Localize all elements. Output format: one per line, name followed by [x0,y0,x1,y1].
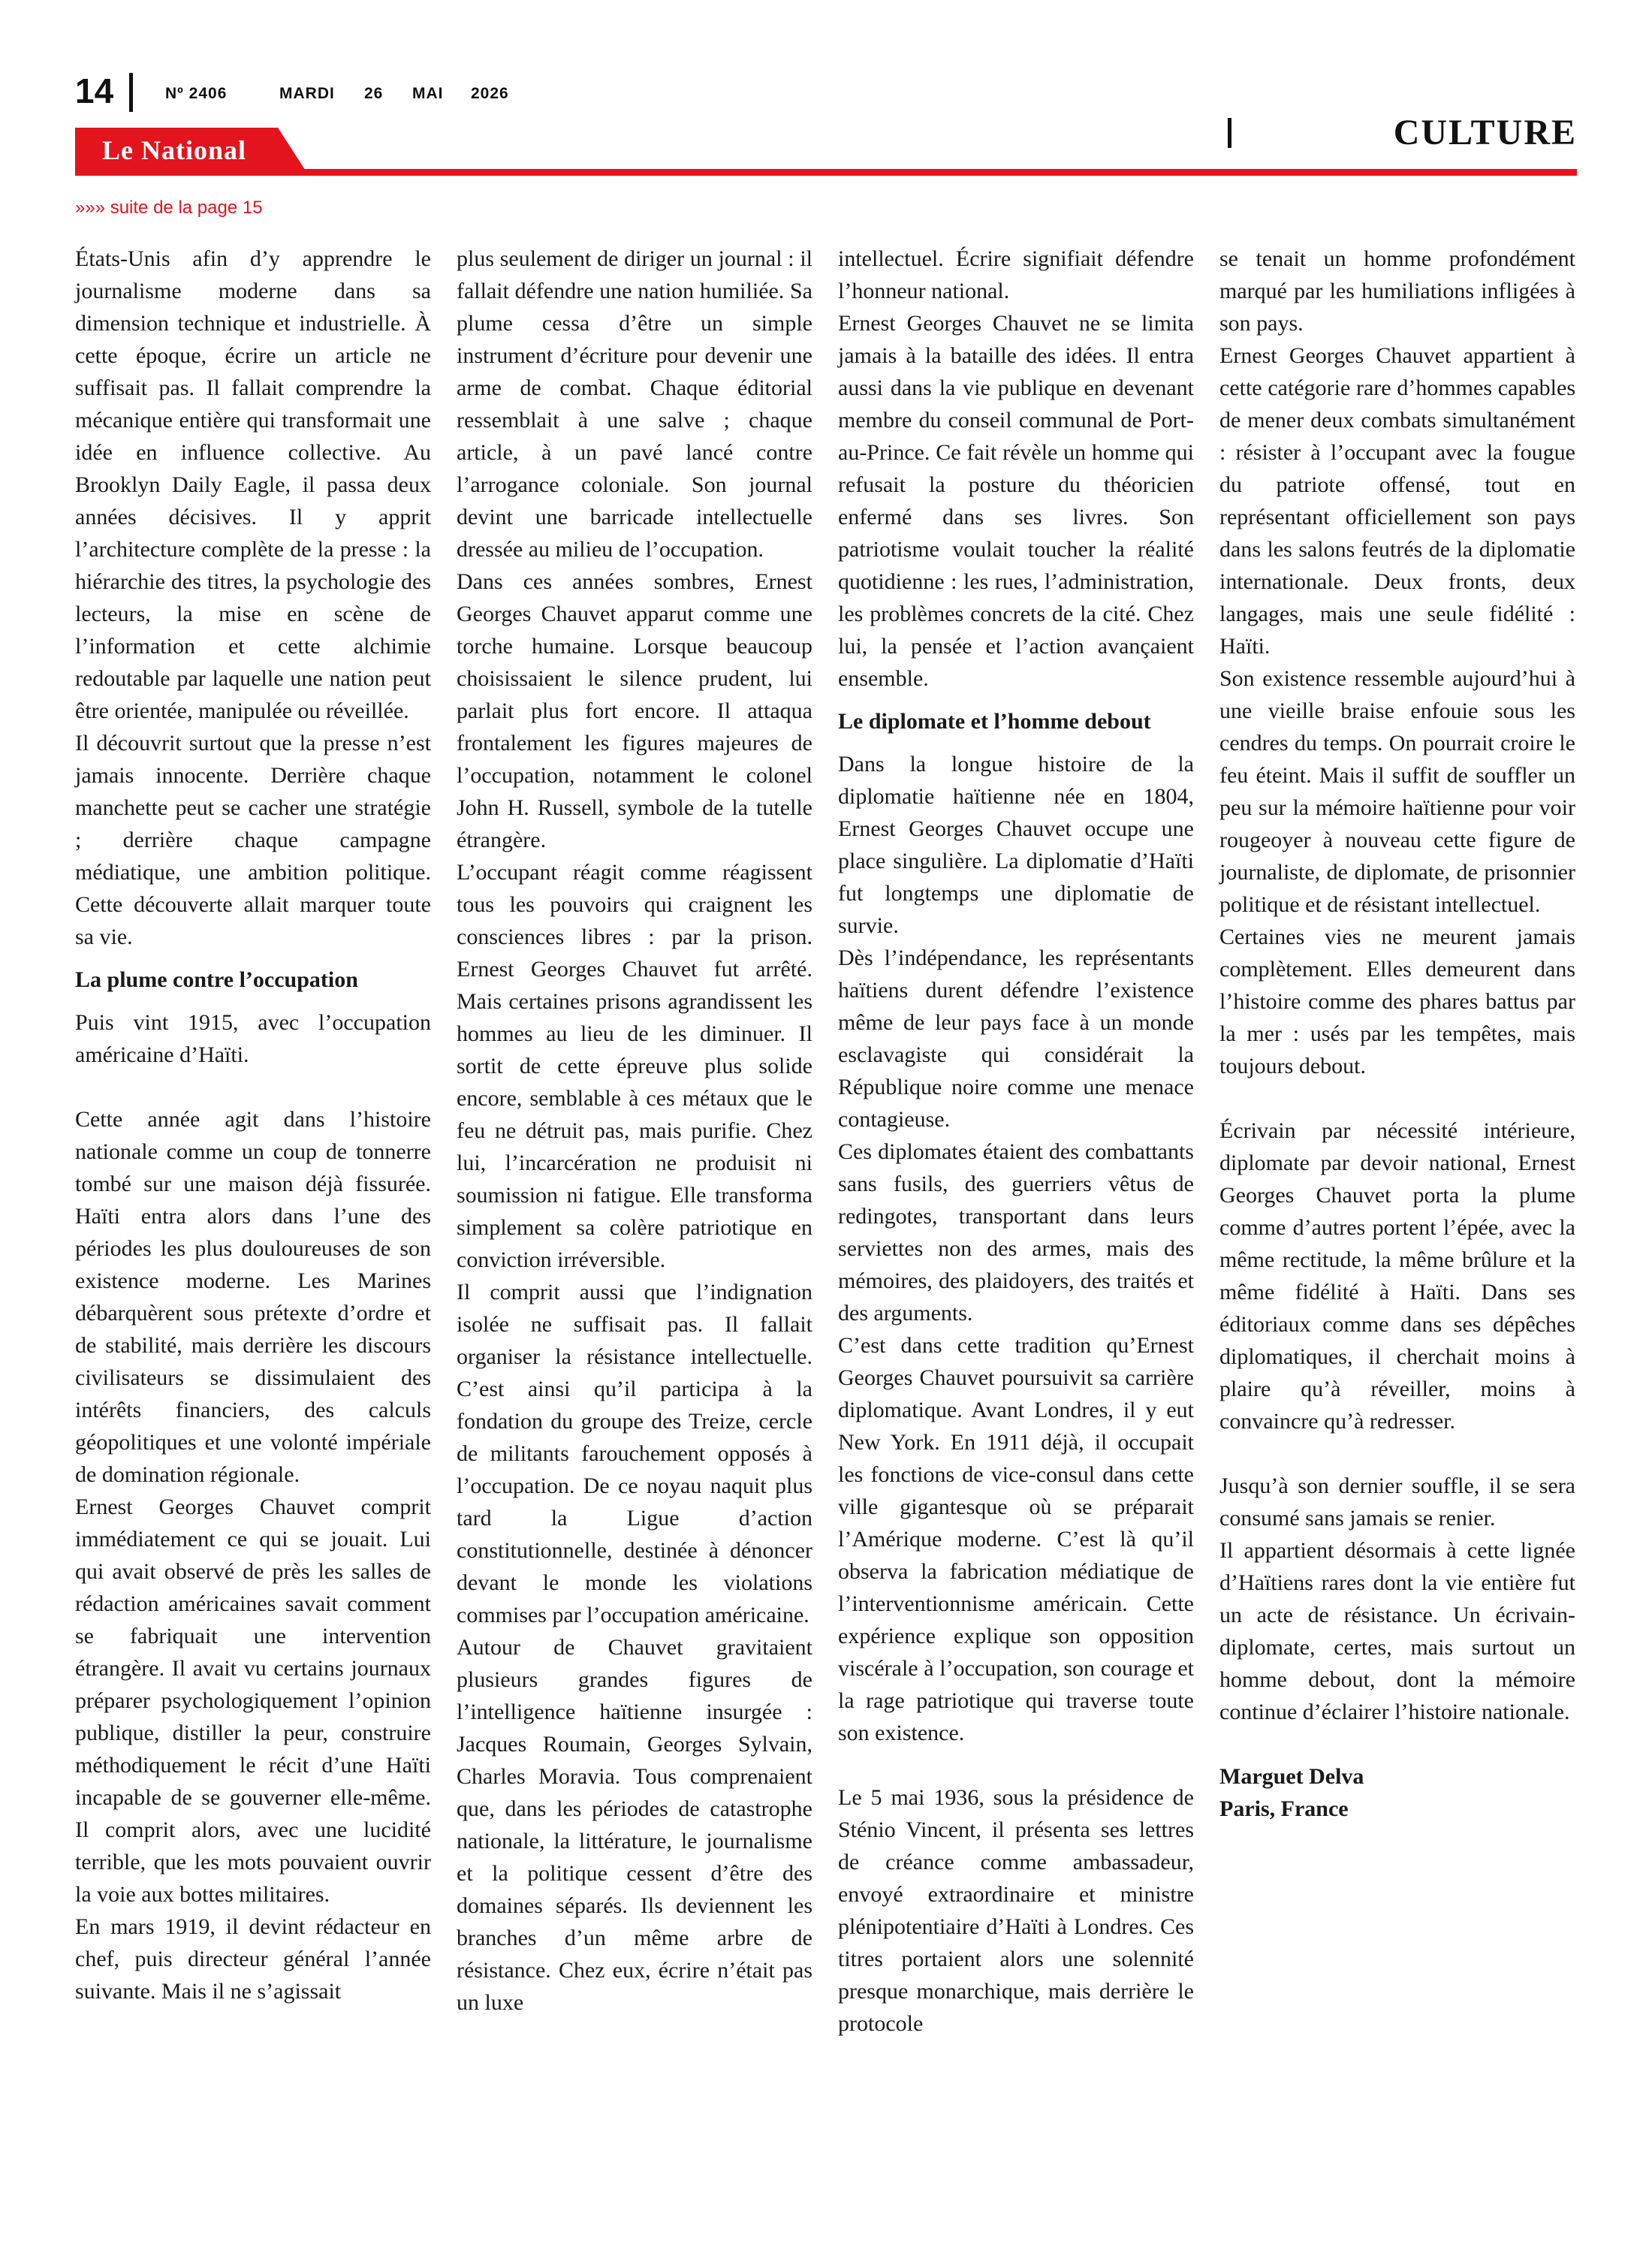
article-column-4 [1219,243,1575,2225]
issue-month: MAI [412,85,444,102]
article-column-1 [75,243,431,2225]
paragraph: Écrivain par nécessité intérieure, diplomate par devoir national, Ernest Georges Chauvet porta la plume comme d’autres portent l’épée, avec la même rectitude, la même brûlure et la même fidélité à Haïti. Dans ses éditoriaux comme dans ses dépêches diplomatiques, il cherchait moins à plaire qu’à réveiller, moins à convaincre qu’à redresser. [1219,1118,1575,1434]
paragraph: Son existence ressemble aujourd’hui à une vieille braise enfouie sous les cendres du temps. On pourrait croire le feu éteint. Mais il suffit de souffler un peu sur la mémoire haïtienne pour voir rougeoyer à nouveau cette figure de journaliste, de diplomate, de prisonnier politique et de résistant intellectuel. [1219,666,1575,917]
paragraph: C’est dans cette tradition qu’Ernest Georges Chauvet poursuivit sa carrière diplomatique. Avant Londres, il y eut New York. En 1911 déjà, il occupait les fonctions de vice-consul dans cette ville gigantesque où se préparait l’Amérique moderne. C’est là qu’il observa la fabrication médiatique de l’interventionnisme américain. Cette expérience explique son opposition viscérale à l’occupation, son courage et la rage patriotique qui traverse toute son existence. [838,1333,1194,1745]
header-divider [129,73,133,112]
section-divider [1228,118,1231,148]
subheading: Le diplomate et l’homme debout [838,709,1151,734]
paragraph: En mars 1919, il devint rédacteur en chef, puis directeur général l’année suivante. Mais il ne s’agissait [75,1914,431,2004]
paragraph: Le 5 mai 1936, sous la présidence de Sténio Vincent, il présenta ses lettres de créance comme ambassadeur, envoyé extraordinaire et ministre plénipotentiaire d’Haïti à Londres. Ces titres portaient alors une solennité presque monarchique, mais derrière le protocole [838,1785,1194,2036]
paragraph: L’occupant réagit comme réagissent tous les pouvoirs qui craignent les consciences libres : par la prison. Ernest Georges Chauvet fut arrêté. Mais certaines prisons agrandissent les hommes au lieu de les diminuer. Il sortit de cette épreuve plus solide encore, semblable à ces métaux que le feu ne détruit pas, mais purifie. Chez lui, l’incarcération ne produisit ni soumission ni fatigue. Elle transforma simplement sa colère patriotique en conviction irréversible. [457,860,812,1272]
paragraph: Autour de Chauvet gravitaient plusieurs grandes figures de l’intelligence haïtienne insurgée : Jacques Roumain, Georges Sylvain, Charles Moravia. Tous comprenaient que, dans les périodes de catastrophe nationale, la littérature, le journalisme et la politique cessent d’être des domaines séparés. Ils deviennent les branches d’un même arbre de résistance. Chez eux, écrire n’était pas un luxe [457,1635,812,2015]
paragraph: intellectuel. Écrire signifiait défendre l’honneur national. [838,246,1194,303]
paragraph: Jusqu’à son dernier souffle, il se sera consumé sans jamais se renier. [1219,1473,1575,1531]
paragraph: Il appartient désormais à cette lignée d’Haïtiens rares dont la vie entière fut un acte de résistance. Un écrivain-diplomate, certes, mais surtout un homme debout, dont la mémoire continue d’éclairer l’histoire nationale. [1219,1538,1575,1724]
article-column-3 [838,243,1194,2225]
author-name: Marguet Delva [1219,1764,1364,1789]
paragraph: États-Unis afin d’y apprendre le journalisme moderne dans sa dimension technique et industrielle. À cette époque, écrire un article ne suffisait pas. Il fallait comprendre la mécanique entière qui transformait une idée en influence collective. Au Brooklyn Daily Eagle, il passa deux années décisives. Il y apprit l’architecture complète de la presse : la hiérarchie des titres, la psychologie des lecteurs, la mise en scène de l’information et cette alchimie redoutable par laquelle une nation peut être orientée, manipulée ou réveillée. [75,246,431,723]
continuation-note: »»» suite de la page 15 [75,198,263,218]
paragraph: Ernest Georges Chauvet comprit immédiatement ce qui se jouait. Lui qui avait observé de près les salles de rédaction américaines savait comment se fabriquait une intervention étrangère. Il avait vu certains journaux préparer psychologiquement l’opinion publique, distiller la peur, construire méthodiquement le récit d’une Haïti incapable de se gouverner elle-même. Il comprit alors, avec une lucidité terrible, que les mots pouvaient ouvrir la voie aux bottes militaires. [75,1494,431,1907]
issue-date-number: 26 [364,85,384,102]
article-column-2 [457,243,812,2225]
paragraph: plus seulement de diriger un journal : il fallait défendre une nation humiliée. Sa plume cessa d’être un simple instrument d’écriture pour devenir une arme de combat. Chaque éditorial ressemblait à une salve ; chaque article, à un pavé lancé contre l’arrogance coloniale. Son journal devint une barricade intellectuelle dressée au milieu de l’occupation. [457,246,812,562]
author-location: Paris, France [1219,1796,1349,1821]
paragraph: Ernest Georges Chauvet appartient à cette catégorie rare d’hommes capables de mener deux combats simultanément : résister à l’occupant avec la fougue du patriote offensé, tout en représentant officiellement son pays dans les salons feutrés de la diplomatie internationale. Deux fronts, deux langages, mais une seule fidélité : Haïti. [1219,343,1575,659]
paragraph: se tenait un homme profondément marqué par les humiliations infligées à son pays. [1219,246,1575,336]
paragraph: Dans ces années sombres, Ernest Georges Chauvet apparut comme une torche humaine. Lorsque beaucoup choisissaient le silence prudent, lui parlait plus fort encore. Il attaqua frontalement les figures majeures de l’occupation, notamment le colonel John H. Russell, symbole de la tutelle étrangère. [457,569,812,852]
subheading: La plume contre l’occupation [75,967,358,992]
paragraph: Puis vint 1915, avec l’occupation américaine d’Haïti. [75,1010,431,1067]
paragraph: Ernest Georges Chauvet ne se limita jamais à la bataille des idées. Il entra aussi dans la vie publique en devenant membre du conseil communal de Port-au-Prince. Ce fait révèle un homme qui refusait la posture du théoricien enfermé dans ses livres. Son patriotisme voulait toucher la réalité quotidienne : les rues, l’administration, les problèmes concrets de la cité. Chez lui, la pensée et l’action avançaient ensemble. [838,311,1194,691]
issue-year: 2026 [471,85,509,102]
page-header [75,71,1577,176]
section-title: CULTURE [1393,113,1577,152]
paragraph: Ces diplomates étaient des combattants sans fusils, des guerriers vêtus de redingotes, transportant dans leurs serviettes non des armes, mais des mémoires, des plaidoyers, des traités et des arguments. [838,1139,1194,1326]
paragraph: Cette année agit dans l’histoire nationale comme un coup de tonnerre tombé sur une maison déjà fissurée. Haïti entra alors dans l’une des périodes les plus douloureuses de son existence moderne. Les Marines débarquèrent sous prétexte d’ordre et de stabilité, mais derrière les discours civilisateurs se dissimulaient des intérêts financiers, des calculs géopolitiques et une volonté impériale de domination régionale. [75,1107,431,1487]
issue-number: Nº 2406 [165,85,228,102]
paragraph: Il découvrit surtout que la presse n’est jamais innocente. Derrière chaque manchette peut se cacher une stratégie ; derrière chaque campagne médiatique, une ambition politique. Cette découverte allait marquer toute sa vie. [75,731,431,949]
paragraph: Certaines vies ne meurent jamais complètement. Elles demeurent dans l’histoire comme des phares battus par la mer : usés par les tempêtes, mais toujours debout. [1219,924,1575,1078]
issue-day: MARDI [279,85,335,102]
paragraph: Dans la longue histoire de la diplomatie haïtienne née en 1804, Ernest Georges Chauvet occupe une place singulière. La diplomatie d’Haïti fut longtemps une diplomatie de survie. [838,752,1194,938]
brand-logo: Le National [102,135,247,165]
paragraph: Dès l’indépendance, les représentants haïtiens durent défendre l’existence même de leur pays face à un monde esclavagiste qui considérait la République noire comme une menace contagieuse. [838,946,1194,1132]
page-number: 14 [75,71,114,110]
paragraph: Il comprit aussi que l’indignation isolée ne suffisait pas. Il fallait organiser la résistance intellectuelle. C’est ainsi qu’il participa à la fondation du groupe des Treize, cercle de militants farouchement opposés à l’occupation. De ce noyau naquit plus tard la Ligue d’action constitutionnelle, destinée à dénoncer devant le monde les violations commises par l’occupation américaine. [457,1280,812,1627]
